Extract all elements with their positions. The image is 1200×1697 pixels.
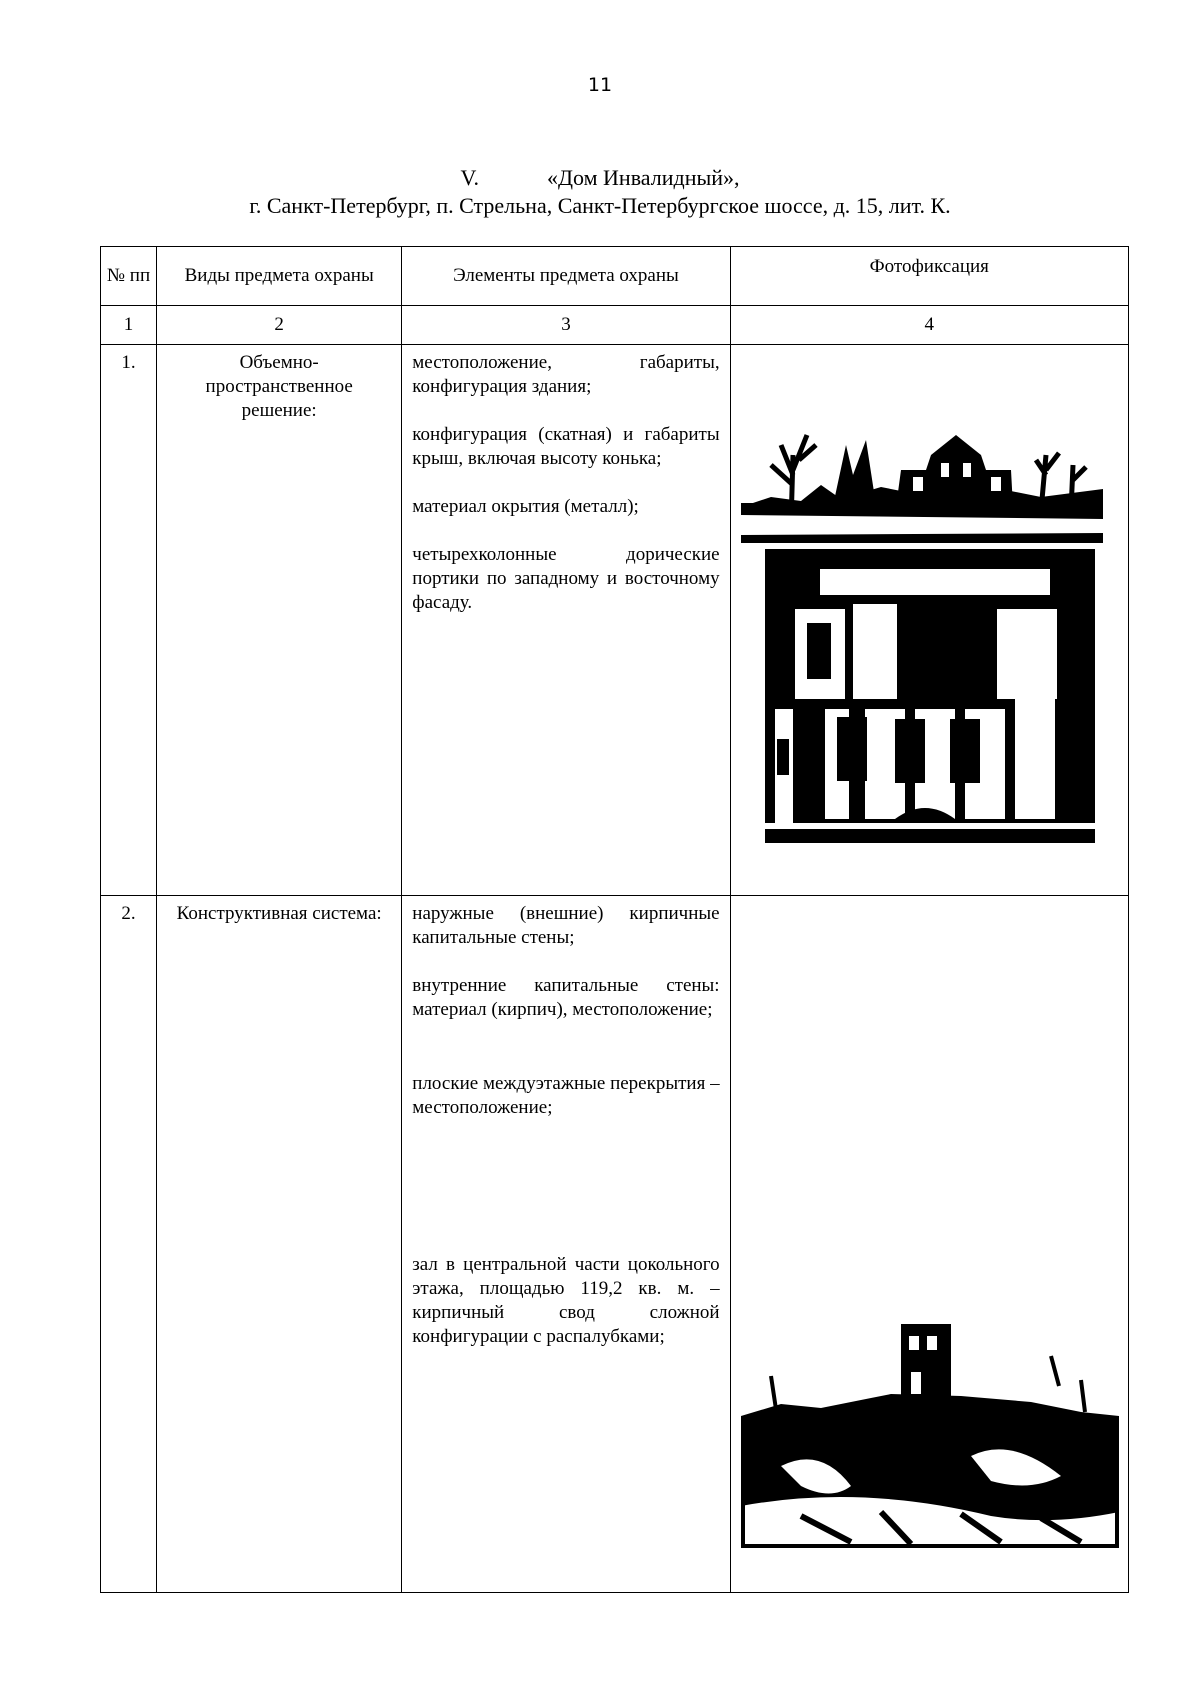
building-roof-photo — [741, 415, 1103, 543]
column-number: 2 — [157, 306, 402, 345]
element-item: конфигурация (скатная) и габариты крыш, включая высоту конька; — [412, 424, 720, 469]
column-number: 4 — [730, 306, 1128, 345]
element-item: местоположение, габариты, конфигурация здания; — [412, 352, 720, 397]
document-heading — [0, 164, 1200, 220]
vaulted-hall-photo — [741, 1316, 1119, 1558]
protection-subject-table — [100, 246, 1129, 1593]
element-item: наружные (внешние) кирпичные капитальные стены; — [412, 903, 720, 948]
element-item: зал в центральной части цокольного этажа, площадью 119,2 кв. м. – кирпичный свод сложной конфигурации с распалубками; — [412, 1254, 720, 1347]
element-item: внутренние капитальные стены: материал (кирпич), местоположение; — [412, 975, 720, 1020]
section-roman-numeral: V. — [460, 165, 480, 190]
column-number: 1 — [101, 306, 157, 345]
row-number: 1. — [101, 345, 157, 896]
object-address: г. Санкт-Петербург, п. Стрельна, Санкт-Петербургское шоссе, д. 15, лит. К. — [249, 193, 951, 218]
photo-cell — [730, 896, 1128, 1593]
protection-elements — [402, 345, 730, 896]
column-number-row — [101, 306, 1129, 345]
table-header-row — [101, 247, 1129, 306]
photo-cell — [730, 345, 1128, 896]
element-item: четырехколонные дорические портики по западному и восточному фасаду. — [412, 544, 720, 613]
facade-portico-photo — [765, 549, 1095, 843]
header-type: Виды предмета охраны — [157, 247, 402, 306]
page-number: 11 — [587, 74, 613, 96]
protection-type: Конструктивная система: — [157, 896, 402, 1593]
header-num: № пп — [101, 247, 157, 306]
element-item: материал окрытия (металл); — [412, 496, 639, 517]
protection-elements — [402, 896, 730, 1593]
protection-type: Объемно-пространственное решение: — [157, 345, 402, 896]
heading-title-line — [0, 164, 1200, 192]
table-row — [101, 345, 1129, 896]
row-number: 2. — [101, 896, 157, 1593]
header-elements: Элементы предмета охраны — [402, 247, 730, 306]
column-number: 3 — [402, 306, 730, 345]
table-row — [101, 896, 1129, 1593]
header-photo: Фотофиксация — [730, 247, 1128, 306]
object-title: «Дом Инвалидный», — [547, 165, 740, 190]
element-item: плоские междуэтажные перекрытия – местоположение; — [412, 1073, 720, 1118]
